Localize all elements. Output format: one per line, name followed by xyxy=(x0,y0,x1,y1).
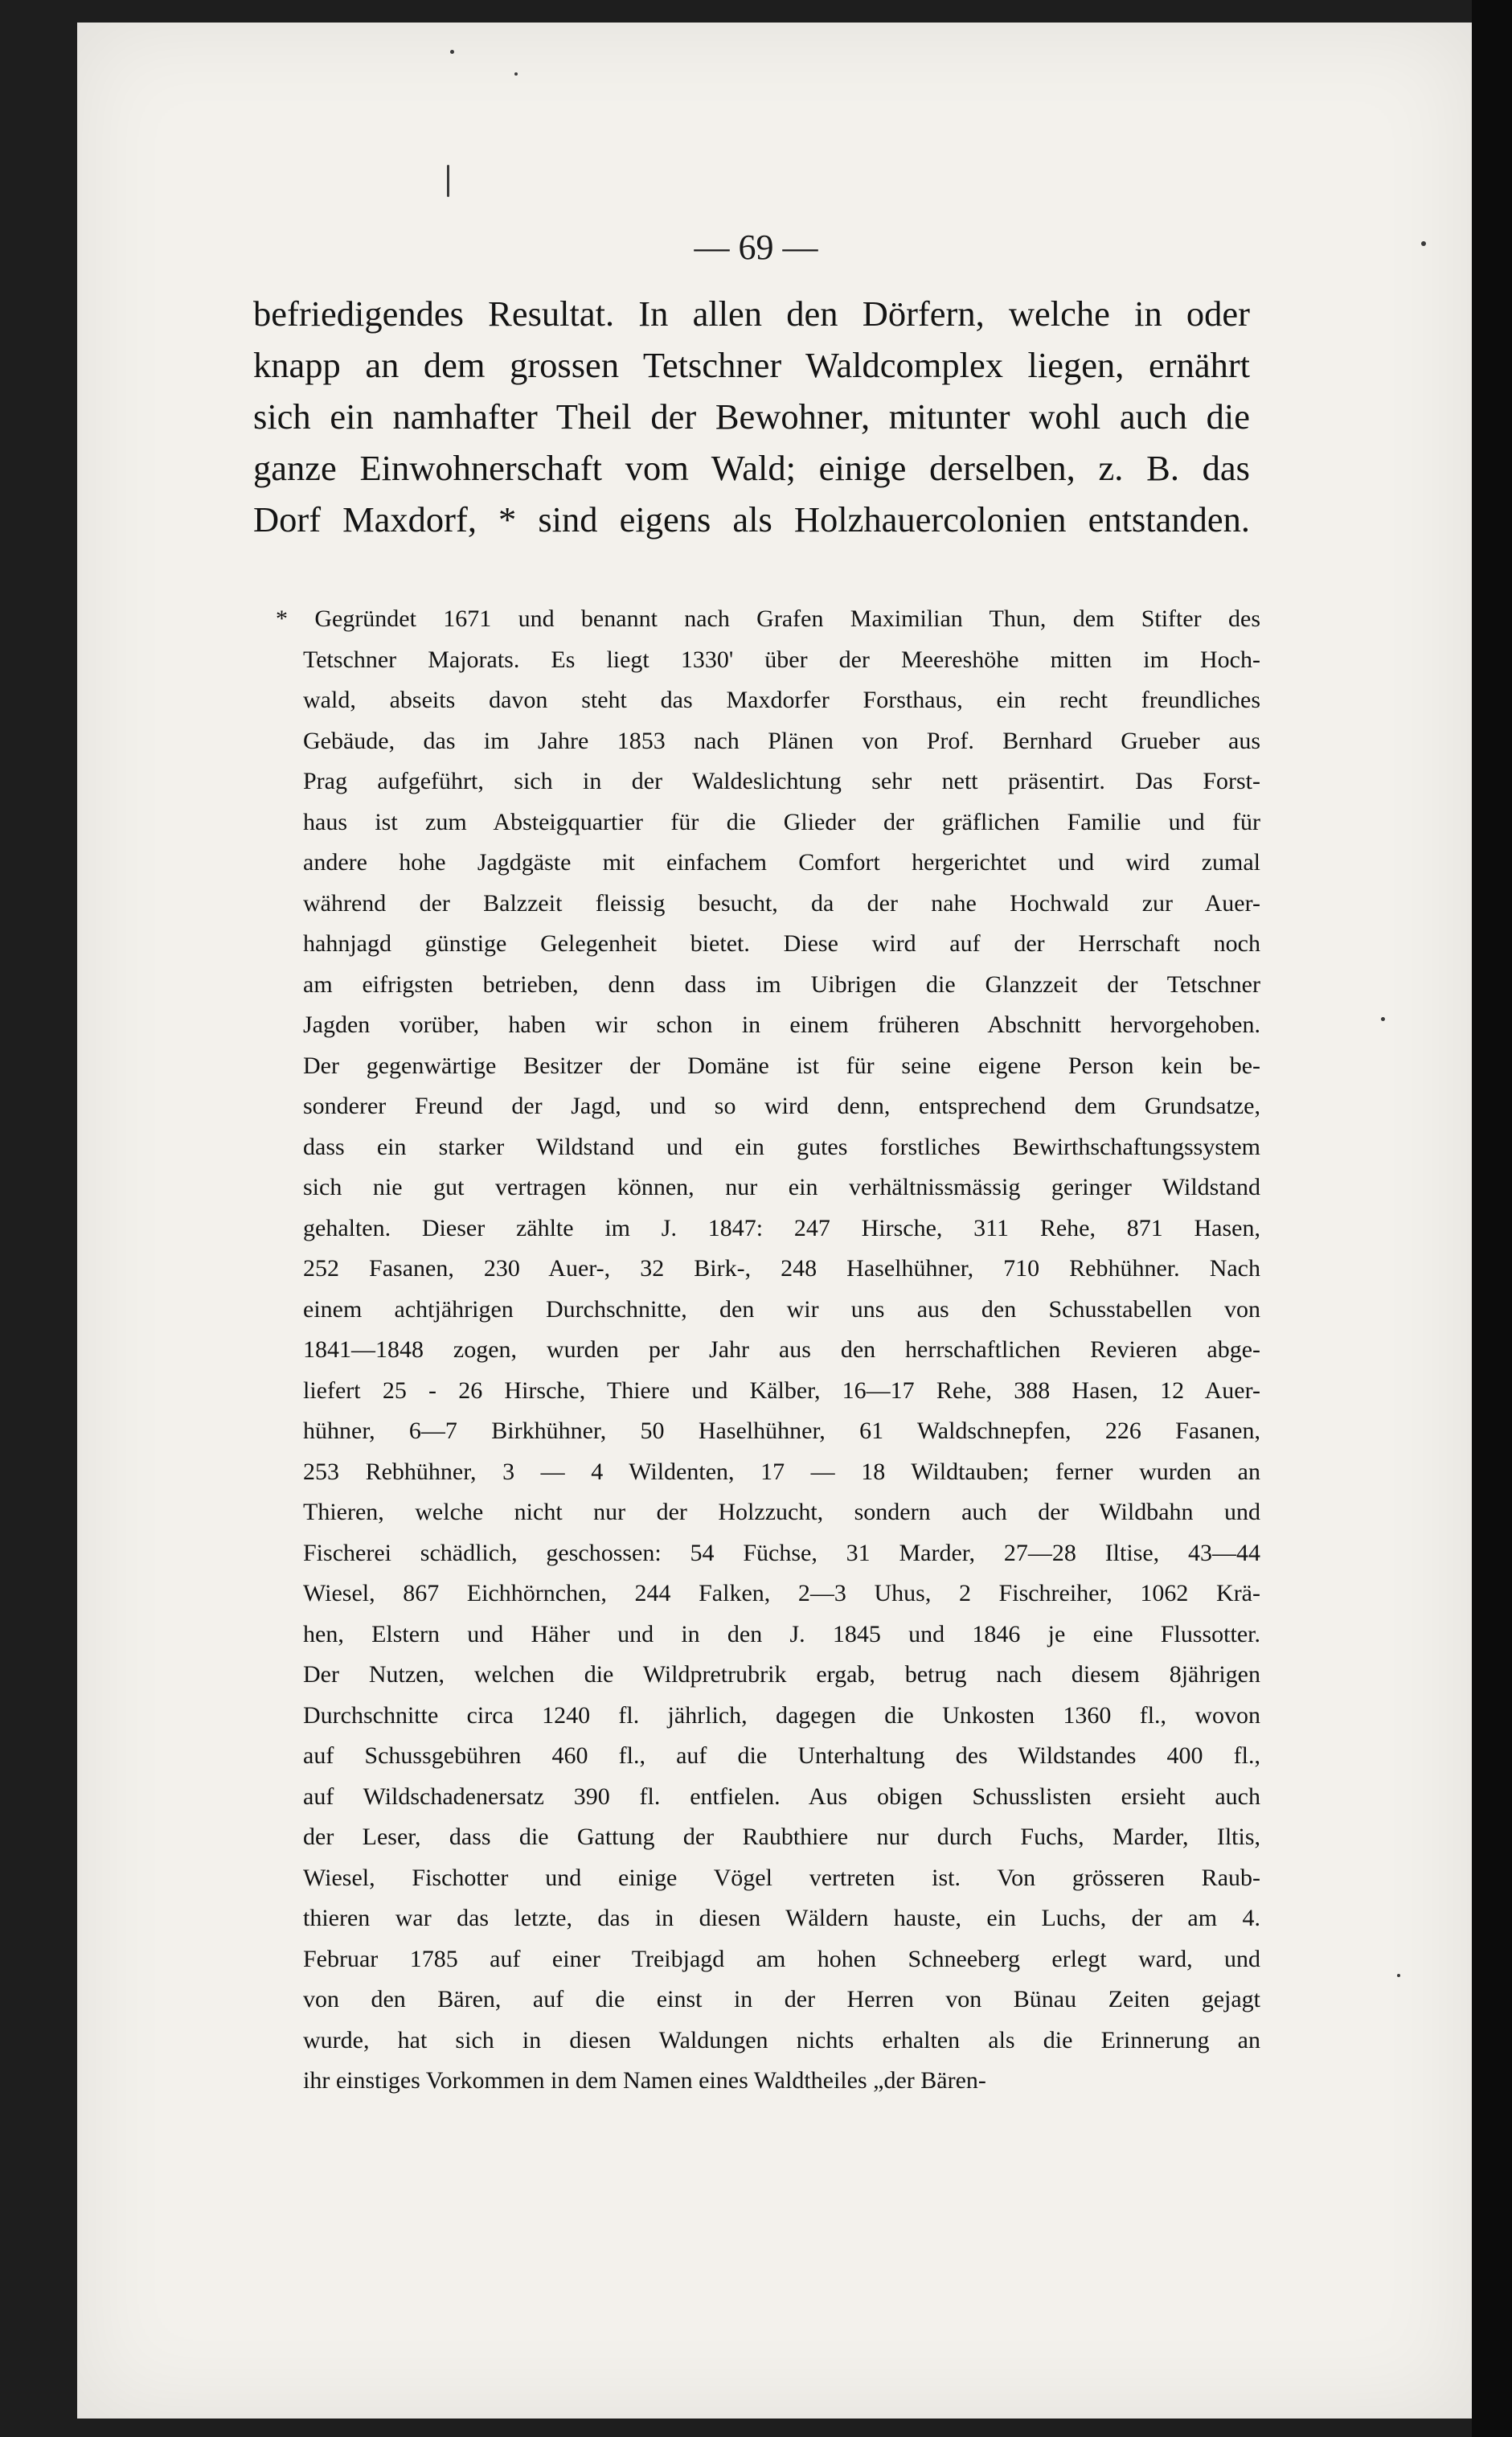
body-paragraph xyxy=(253,288,1250,545)
footnote xyxy=(276,599,1260,2102)
footnote-line: 1841—1848 zogen, wurden per Jahr aus den herrschaftlichen Revieren abge- xyxy=(303,1336,1260,1363)
footnote-line: Wiesel, 867 Eichhörnchen, 244 Falken, 2—3 Uhus, 2 Fischreiher, 1062 Krä- xyxy=(303,1580,1260,1606)
footnote-line: wurde, hat sich in diesen Waldungen nichts erhalten als die Erinnerung an xyxy=(303,2026,1260,2053)
footnote-line: haus ist zum Absteigquartier für die Glieder der gräflichen Familie und für xyxy=(303,808,1260,835)
footnote-line: Februar 1785 auf einer Treibjagd am hohen Schneeberg erlegt ward, und xyxy=(303,1945,1260,1972)
footnote-line: 252 Fasanen, 230 Auer-, 32 Birk-, 248 Haselhühner, 710 Rebhühner. Nach xyxy=(303,1255,1260,1282)
footnote-line: während der Balzzeit fleissig besucht, da der nahe Hochwald zur Auer- xyxy=(303,889,1260,917)
footnote-line: Der Nutzen, welchen die Wildpretrubrik ergab, betrug nach diesem 8jährigen xyxy=(303,1661,1260,1688)
footnote-line: Prag aufgeführt, sich in der Waldeslichtung sehr nett präsentirt. Das Forst- xyxy=(303,768,1260,794)
footnote-line: hen, Elstern und Häher und in den J. 1845 und 1846 je eine Flussotter. xyxy=(303,1620,1260,1647)
footnote-line: sich nie gut vertragen können, nur ein verhältnissmässig geringer Wildstand xyxy=(303,1174,1260,1200)
scan-edge xyxy=(1472,0,1512,2437)
footnote-line: Fischerei schädlich, geschossen: 54 Füchse, 31 Marder, 27—28 Iltise, 43—44 xyxy=(303,1539,1260,1566)
footnote-line: Gebäude, das im Jahre 1853 nach Plänen von Prof. Bernhard Grueber aus xyxy=(303,727,1260,754)
footnote-line: liefert 25 - 26 Hirsche, Thiere und Kälber, 16—17 Rehe, 388 Hasen, 12 Auer- xyxy=(303,1376,1260,1404)
scan-speck xyxy=(450,50,454,54)
footnote-line: der Leser, dass die Gattung der Raubthiere nur durch Fuchs, Marder, Iltis, xyxy=(303,1824,1260,1850)
body-line: knapp an dem grossen Tetschner Waldcomplex liegen, ernährt xyxy=(253,345,1250,385)
footnote-line: thieren war das letzte, das in diesen Wäldern hauste, ein Luchs, der am 4. xyxy=(303,1905,1260,1931)
footnote-line: 253 Rebhühner, 3 — 4 Wildenten, 17 — 18 Wildtauben; ferner wurden an xyxy=(303,1458,1260,1485)
footnote-line: Wiesel, Fischotter und einige Vögel vertreten ist. Von grösseren Raub- xyxy=(303,1864,1260,1891)
footnote-line: gehalten. Dieser zählte im J. 1847: 247 Hirsche, 311 Rehe, 871 Hasen, xyxy=(303,1214,1260,1241)
footnote-line: von den Bären, auf die einst in der Herren von Bünau Zeiten gejagt xyxy=(303,1986,1260,2012)
footnote-line: Jagden vorüber, haben wir schon in einem früheren Abschnitt hervorgehoben. xyxy=(303,1011,1260,1038)
footnote-line: hühner, 6—7 Birkhühner, 50 Haselhühner, 61 Waldschnepfen, 226 Fasanen, xyxy=(303,1417,1260,1444)
body-line: sich ein namhafter Theil der Bewohner, mitunter wohl auch die xyxy=(253,396,1250,437)
body-line: ganze Einwohnerschaft vom Wald; einige derselben, z. B. das xyxy=(253,448,1250,488)
footnote-line: Durchschnitte circa 1240 fl. jährlich, dagegen die Unkosten 1360 fl., wovon xyxy=(303,1701,1260,1729)
footnote-line: Thieren, welche nicht nur der Holzzucht, sondern auch der Wildbahn und xyxy=(303,1499,1260,1525)
footnote-line: dass ein starker Wildstand und ein gutes forstliches Bewirthschaftungssystem xyxy=(303,1133,1260,1160)
page-number: — 69 — xyxy=(694,228,818,267)
footnote-line: einem achtjährigen Durchschnitte, den wir uns aus den Schusstabellen von xyxy=(303,1295,1260,1323)
footnote-line: andere hohe Jagdgäste mit einfachem Comfort hergerichtet und wird zumal xyxy=(303,849,1260,876)
scan-speck xyxy=(1397,1974,1400,1977)
footnote-line: hahnjagd günstige Gelegenheit bietet. Diese wird auf der Herrschaft noch xyxy=(303,930,1260,957)
footnote-line: * Gegründet 1671 und benannt nach Grafen Maximilian Thun, dem Stifter des xyxy=(276,605,1260,632)
scan-speck xyxy=(514,72,518,76)
body-line: Dorf Maxdorf, * sind eigens als Holzhauercolonien entstanden. xyxy=(253,499,1250,540)
footnote-line: auf Wildschadenersatz 390 fl. entfielen. Aus obigen Schusslisten ersieht auch xyxy=(303,1783,1260,1810)
footnote-line: ihr einstiges Vorkommen in dem Namen eines Waldtheiles „der Bären- xyxy=(303,2067,986,2094)
footnote-line: auf Schussgebühren 460 fl., auf die Unterhaltung des Wildstandes 400 fl., xyxy=(303,1742,1260,1769)
scan-speck xyxy=(1381,1017,1385,1021)
footnote-line: Der gegenwärtige Besitzer der Domäne ist für seine eigene Person kein be- xyxy=(303,1052,1260,1079)
footnote-line: wald, abseits davon steht das Maxdorfer Forsthaus, ein recht freundliches xyxy=(303,687,1260,713)
body-line: befriedigendes Resultat. In allen den Dörfern, welche in oder xyxy=(253,293,1250,334)
footnote-line: am eifrigsten betrieben, denn dass im Uibrigen die Glanzzeit der Tetschner xyxy=(303,970,1260,998)
footnote-line: sonderer Freund der Jagd, und so wird denn, entsprechend dem Grundsatze, xyxy=(303,1093,1260,1119)
footnote-line: Tetschner Majorats. Es liegt 1330' über der Meereshöhe mitten im Hoch- xyxy=(303,646,1260,673)
scan-mark xyxy=(447,165,449,197)
